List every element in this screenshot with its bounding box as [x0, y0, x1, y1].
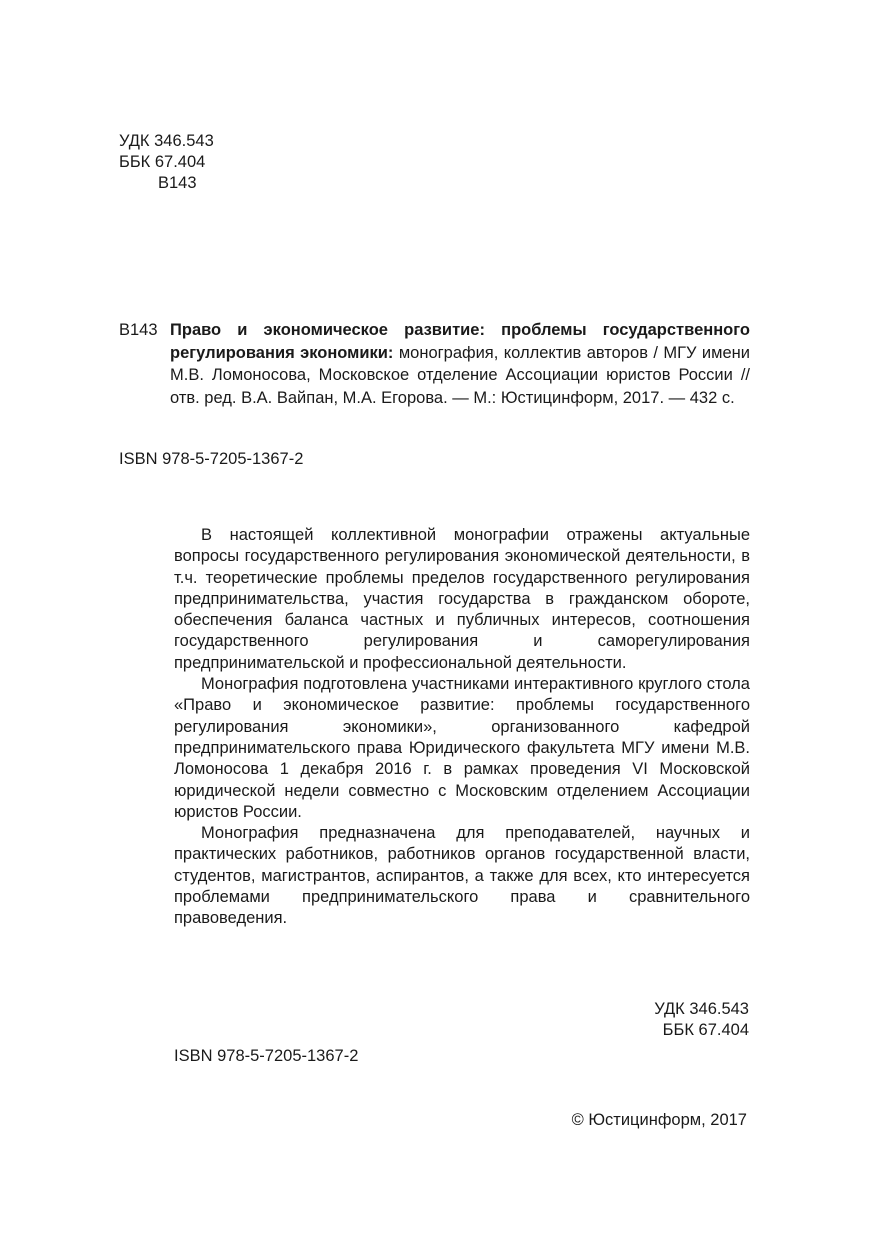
book-details: монография, коллектив авторов / МГУ имени М.В. Ломоносова, Московское отделение Ассоциации юристов России // отв. ред. В.А. Вайпан, М.А. Егорова. — М.: Юстицинформ, 2017. — 432 с.: [170, 343, 750, 407]
udk-code: УДК 346.543: [119, 132, 214, 150]
author-mark-code: В143: [158, 174, 197, 192]
entry-text: [170, 319, 750, 409]
bbk-code: ББК 67.404: [119, 153, 206, 171]
bbk-code: ББК 67.404: [662, 1021, 749, 1039]
isbn-top: ISBN 978-5-7205-1367-2: [119, 450, 304, 468]
abstract: [174, 525, 750, 930]
isbn-bottom: ISBN 978-5-7205-1367-2: [174, 1047, 359, 1065]
entry-author-mark: В143: [119, 321, 158, 339]
book-title: Право и экономическое развитие: проблемы государственного регулирования экономики:: [170, 321, 750, 362]
bibliographic-entry: [119, 319, 750, 409]
udk-code: УДК 346.543: [654, 1000, 749, 1018]
abstract-paragraph: Монография предназначена для преподавателей, научных и практических работников, работников органов государственной власти, студентов, магистрантов, аспирантов, а также для всех, кто интересуется проблемами предпринимательского права и сравнительного правоведения.: [174, 824, 750, 928]
abstract-paragraph: Монография подготовлена участниками интерактивного круглого стола «Право и экономическое развитие: проблемы государственного регулирования экономики», организованного кафедрой предпринимательского права Юридического факультета МГУ имени М.В. Ломоносова 1 декабря 2016 г. в рамках проведения VI Московской юридической недели совместно с Московским отделением Ассоциации юристов России.: [174, 675, 750, 821]
abstract-paragraph: В настоящей коллективной монографии отражены актуальные вопросы государственного регулирования экономической деятельности, в т.ч. теоретические проблемы пределов государственного регулирования предпринимательства, участия государства в гражданском обороте, обеспечения баланса частных и публичных интересов, соотношения государственного регулирования и саморегулирования предпринимательской и профессиональной деятельности.: [174, 526, 750, 672]
classification-codes-bottom: [654, 999, 749, 1041]
classification-codes-top: [119, 131, 214, 194]
copyright-notice: © Юстицинформ, 2017: [571, 1111, 747, 1129]
